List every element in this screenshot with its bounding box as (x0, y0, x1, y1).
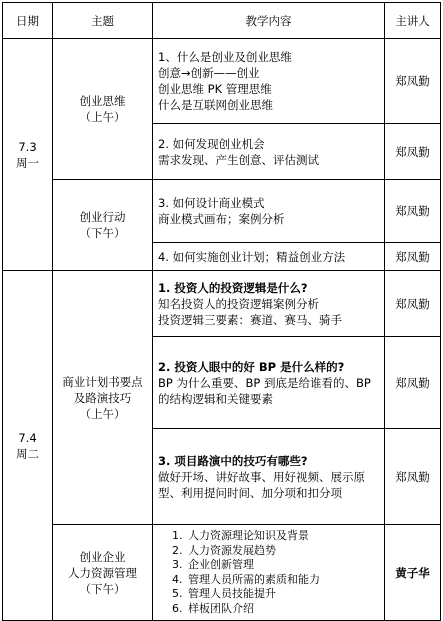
header-date: 日期 (3, 3, 53, 39)
theme-line: （上午） (79, 406, 126, 421)
schedule-table (2, 2, 441, 621)
day-date: 7.3 (18, 139, 37, 154)
day-date: 7.4 (18, 430, 37, 445)
theme-cell (53, 271, 153, 525)
content-cell (153, 180, 385, 243)
day-cell (3, 39, 53, 271)
speaker-cell: 黄子华 (385, 525, 441, 621)
theme-line: 创业思维 (79, 94, 126, 108)
list-item: 2. 人力资源发展趋势 (186, 544, 380, 559)
day-weekday: 周二 (16, 446, 39, 461)
theme-line: 创业企业 (79, 549, 126, 564)
content-cell (153, 39, 385, 124)
list-item: 5. 管理人员技能提升 (186, 587, 380, 602)
content-cell (153, 243, 385, 271)
content-line: 知名投资人的投资逻辑案例分析 (158, 296, 319, 311)
content-line: 3. 如何设计商业模式 (158, 196, 265, 210)
theme-line: 人力资源管理 (68, 565, 137, 580)
theme-line: 创业行动 (79, 210, 126, 224)
list-item: 6. 样板团队介绍 (186, 602, 380, 617)
hr-topic-list (158, 529, 380, 616)
theme-cell (53, 39, 153, 180)
content-line: 1. 投资人的投资逻辑是什么? (158, 280, 308, 295)
list-item: 3. 企业创新管理 (186, 558, 380, 573)
content-line: 3. 项目路演中的技巧有哪些? (158, 453, 308, 468)
speaker-cell: 郑凤勤 (385, 429, 441, 525)
theme-cell (53, 525, 153, 621)
speaker-cell: 郑凤勤 (385, 39, 441, 124)
content-line: 做好开场、讲好故事、用好视频、展示原型、利用提问时间、加分项和扣分项 (158, 469, 365, 500)
theme-line: （上午） (79, 110, 126, 124)
list-item: 4. 管理人员所需的素质和能力 (186, 573, 380, 588)
list-item: 1. 人力资源理论知识及背景 (186, 529, 380, 544)
content-line: 需求发现、产生创意、评估测试 (158, 152, 319, 167)
header-content: 教学内容 (153, 3, 385, 39)
content-line: BP 为什么重要、BP 到底是给谁看的、BP 的结构逻辑和关键要素 (158, 375, 371, 406)
content-line: 1、什么是创业及创业思维 (158, 50, 292, 64)
speaker-cell: 郑凤勤 (385, 337, 441, 429)
content-cell (153, 271, 385, 337)
content-cell (153, 337, 385, 429)
content-line: 4. 如何实施创业计划；精益创业方法 (158, 249, 346, 264)
theme-line: （下午） (79, 581, 126, 596)
content-line: 商业模式画布；案例分析 (158, 212, 285, 226)
content-line: 什么是互联网创业思维 (158, 98, 273, 112)
speaker-cell: 郑凤勤 (385, 180, 441, 243)
content-cell (153, 124, 385, 180)
speaker-cell: 郑凤勤 (385, 271, 441, 337)
table-row (3, 525, 441, 621)
theme-line: （下午） (79, 226, 126, 240)
header-row (3, 3, 441, 39)
content-cell (153, 429, 385, 525)
theme-line: 商业计划书要点 (62, 374, 143, 389)
content-cell (153, 525, 385, 621)
header-speaker: 主讲人 (385, 3, 441, 39)
header-theme: 主题 (53, 3, 153, 39)
day-weekday: 周一 (16, 155, 39, 170)
table-row (3, 271, 441, 337)
theme-line: 及路演技巧 (73, 390, 132, 405)
content-line: 创业思维 PK 管理思维 (158, 82, 272, 96)
table-row (3, 180, 441, 243)
table-row (3, 39, 441, 124)
content-line: 2. 如何发现创业机会 (158, 136, 265, 151)
speaker-cell: 郑凤勤 (385, 243, 441, 271)
theme-cell (53, 180, 153, 271)
content-line: 2. 投资人眼中的好 BP 是什么样的? (158, 359, 345, 374)
day-cell (3, 271, 53, 621)
speaker-cell: 郑凤勤 (385, 124, 441, 180)
content-line: 创意→创新——创业 (158, 66, 260, 80)
content-line: 投资逻辑三要素：赛道、赛马、骑手 (158, 312, 342, 327)
